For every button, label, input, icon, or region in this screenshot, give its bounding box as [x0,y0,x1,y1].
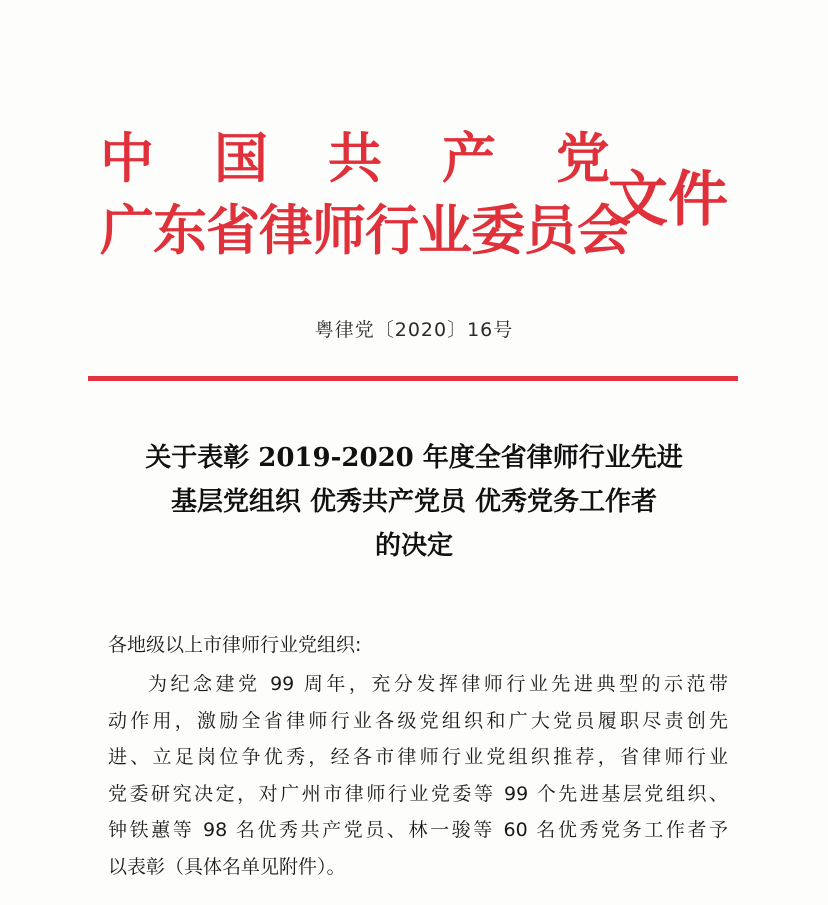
body-line: 进、立足岗位争优秀，经各市律师行业党组织推荐，省律师行业 [108,746,728,768]
body-line: 以表彰（具体名单见附件）。 [108,855,346,878]
body-line: 党委研究决定，对广州市律师行业党委等 99 个先进基层党组织、 [108,782,728,805]
masthead-char: 国 [214,127,268,190]
body-line: 钟铁蕙等 98 名优秀共产党员、林一骏等 60 名优秀党务工作者予 [108,819,728,841]
title-line: 关于表彰 2019-2020 年度全省律师行业先进 [145,443,683,473]
masthead-suffix: 文件 [608,165,728,235]
document-number: 粤律党〔2020〕16号 [314,319,514,341]
red-divider-rule [88,376,738,381]
masthead-char: 产 [442,127,496,190]
document-title [0,436,828,568]
body-paragraph [108,666,728,885]
body-line: 为纪念建党 99 周年，充分发挥律师行业先进典型的示范带 [148,673,728,695]
title-line: 基层党组织 优秀共产党员 优秀党务工作者 [170,487,658,517]
masthead-line2: 广东省律师行业委员会 [100,199,630,262]
body-line: 动作用，激励全省律师行业各级党组织和广大党员履职尽责创先 [108,709,728,732]
masthead-line1 [100,127,610,190]
salutation: 各地级以上市律师行业党组织: [108,634,362,656]
masthead-char: 党 [556,127,610,190]
title-line: 的决定 [374,531,453,561]
masthead-char: 中 [100,127,154,190]
masthead-char: 共 [328,127,382,190]
